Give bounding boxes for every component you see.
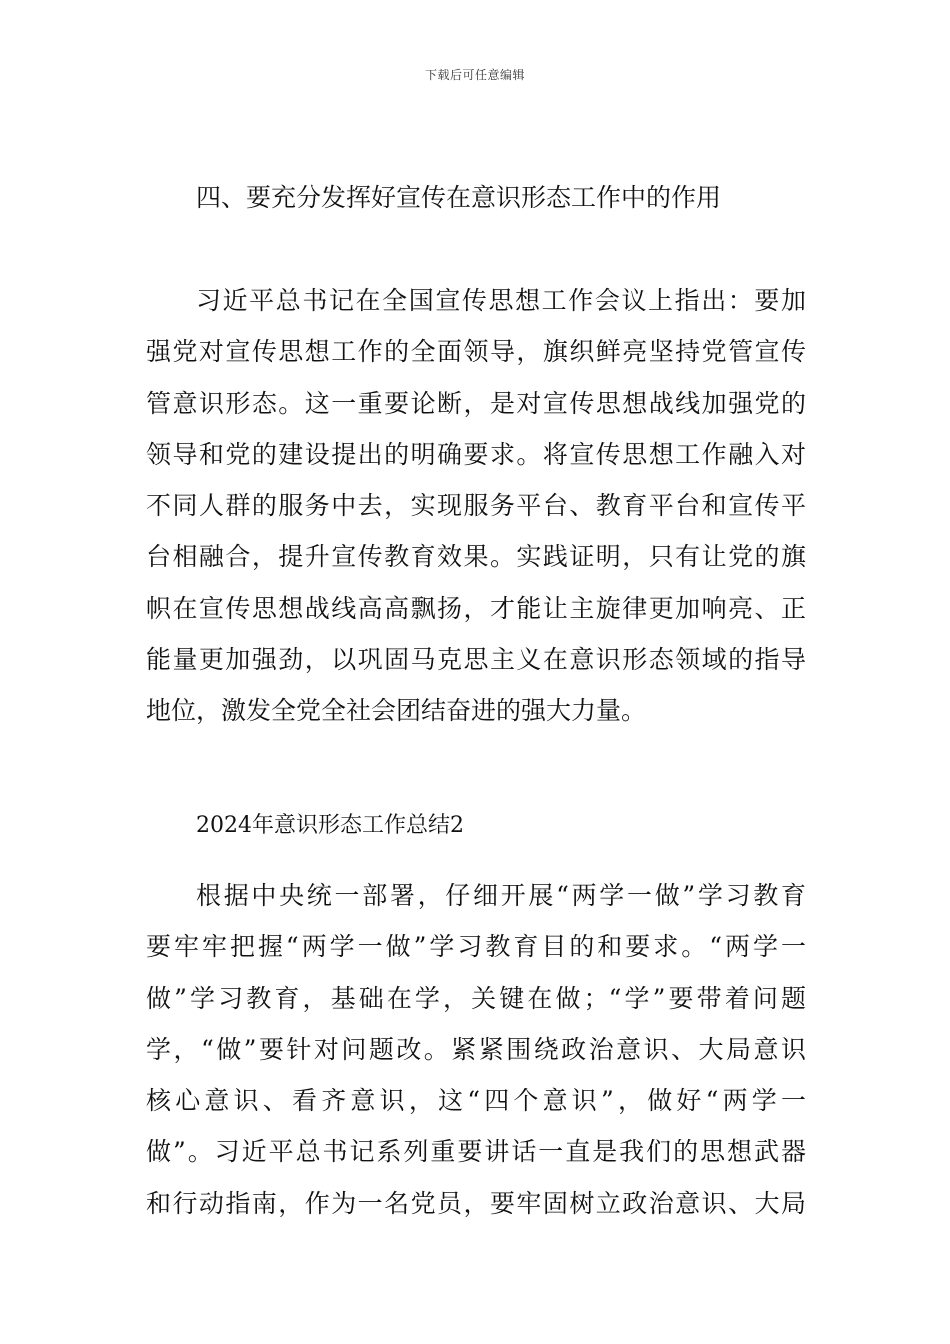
paragraph-line: 要牢牢把握“两学一做”学习教育目的和要求。“两学一 — [146, 932, 806, 962]
page-header-note: 下载后可任意编辑 — [424, 68, 525, 82]
paragraph-line: 台相融合，提升宣传教育效果。实践证明，只有让党的旗 — [146, 542, 806, 572]
document-title: 2024年意识形态工作总结2 — [196, 813, 464, 838]
paragraph-2 — [146, 870, 806, 1229]
paragraph-line: 不同人群的服务中去，实现服务平台、教育平台和宣传平 — [146, 491, 806, 521]
paragraph-line: 习近平总书记在全国宣传思想工作会议上指出：要加 — [196, 286, 806, 315]
paragraph-line: 和行动指南，作为一名党员，要牢固树立政治意识、大局 — [146, 1188, 806, 1218]
paragraph-line: 核心意识、看齐意识，这“四个意识”，做好“两学一 — [146, 1086, 806, 1116]
section-heading: 四、要充分发挥好宣传在意识形态工作中的作用 — [196, 183, 722, 212]
paragraph-line: 学，“做”要针对问题改。紧紧围绕政治意识、大局意识 — [146, 1034, 806, 1064]
paragraph-line: 地位，激发全党全社会团结奋进的强大力量。 — [146, 696, 647, 726]
paragraph-line: 做”。习近平总书记系列重要讲话一直是我们的思想武器 — [146, 1137, 806, 1167]
paragraph-line: 领导和党的建设提出的明确要求。将宣传思想工作融入对 — [146, 439, 806, 469]
paragraph-line: 根据中央统一部署，仔细开展“两学一做”学习教育 — [196, 881, 806, 910]
paragraph-line: 能量更加强劲，以巩固马克思主义在意识形态领域的指导 — [146, 645, 806, 675]
paragraph-line: 做”学习教育，基础在学，关键在做；“学”要带着问题 — [146, 983, 806, 1013]
paragraph-1 — [146, 275, 806, 737]
paragraph-line: 帜在宣传思想战线高高飘扬，才能让主旋律更加响亮、正 — [146, 593, 806, 623]
paragraph-line: 强党对宣传思想工作的全面领导，旗织鲜亮坚持党管宣传 — [146, 337, 806, 367]
paragraph-line: 管意识形态。这一重要论断，是对宣传思想战线加强党的 — [146, 388, 806, 418]
